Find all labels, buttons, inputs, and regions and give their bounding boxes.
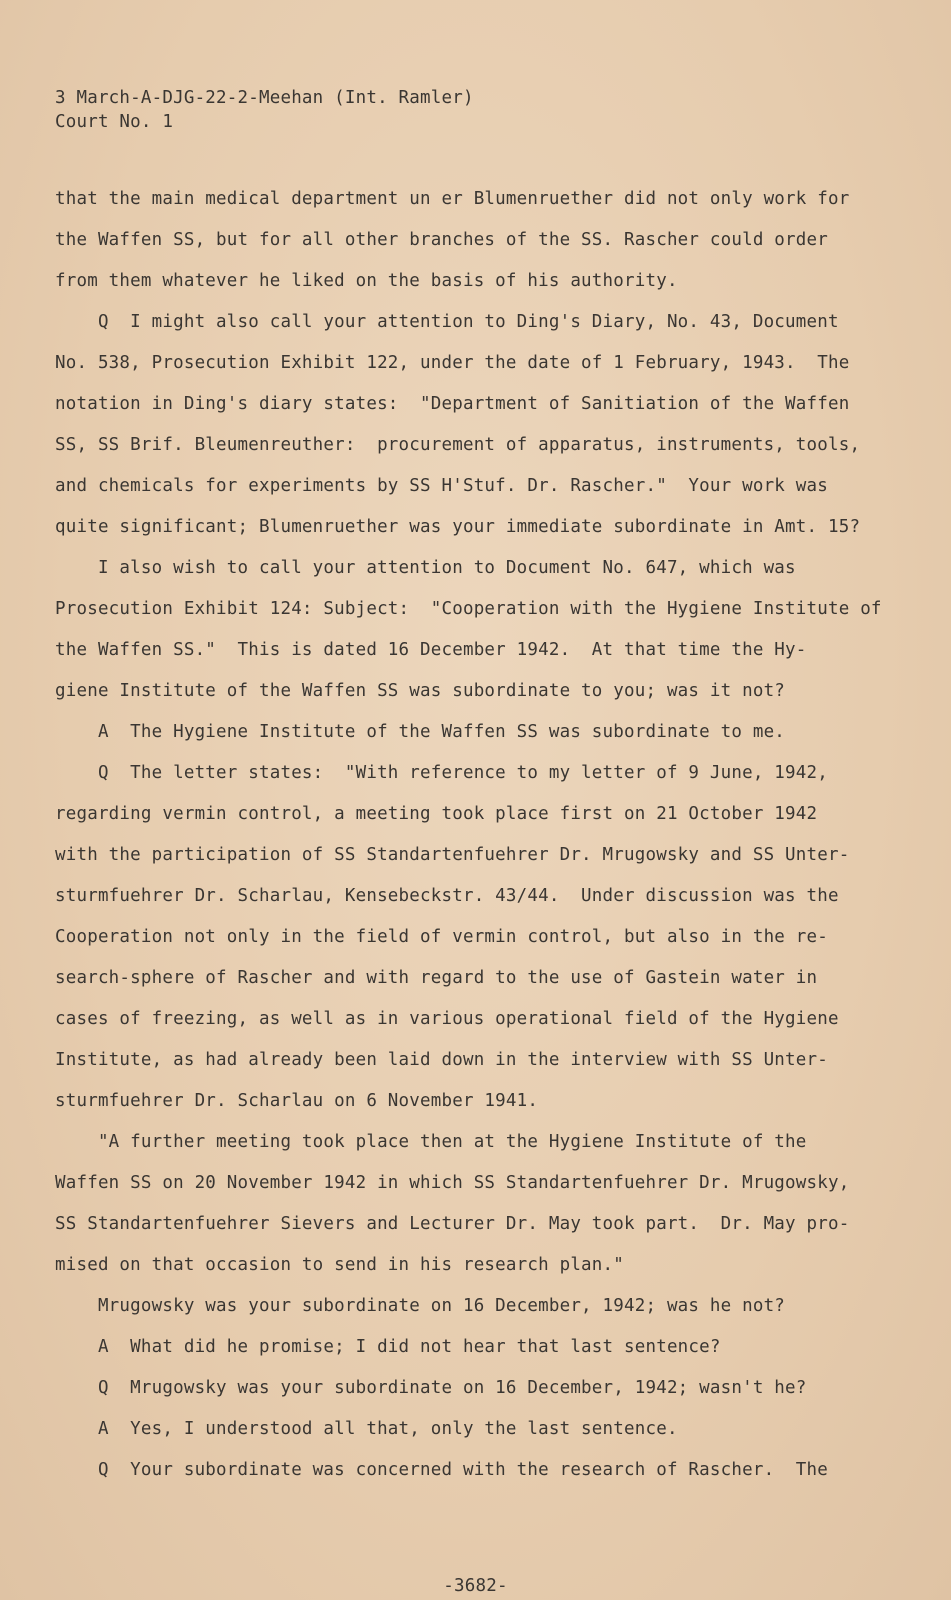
transcript-line: Q The letter states: "With reference to my letter of 9 June, 1942, [55, 763, 828, 783]
transcript-line: the Waffen SS." This is dated 16 December 1942. At that time the Hy- [55, 640, 807, 660]
transcript-line: Mrugowsky was your subordinate on 16 December, 1942; was he not? [55, 1296, 786, 1316]
header [55, 86, 474, 134]
transcript-line: and chemicals for experiments by SS H'Stuf. Dr. Rascher." Your work was [55, 476, 828, 496]
transcript-line: sturmfuehrer Dr. Scharlau on 6 November 1941. [55, 1091, 539, 1111]
transcript-line: No. 538, Prosecution Exhibit 122, under the date of 1 February, 1943. The [55, 353, 850, 373]
transcript-line: "A further meeting took place then at the Hygiene Institute of the [55, 1132, 807, 1152]
transcript-line: Waffen SS on 20 November 1942 in which SS Standartenfuehrer Dr. Mrugowsky, [55, 1173, 850, 1193]
transcript-line: regarding vermin control, a meeting took place first on 21 October 1942 [55, 804, 818, 824]
header-line-2: Court No. 1 [55, 112, 174, 132]
transcript-line: A The Hygiene Institute of the Waffen SS was subordinate to me. [55, 722, 786, 742]
transcript-line: notation in Ding's diary states: "Department of Sanitiation of the Waffen [55, 394, 850, 414]
transcript-line: that the main medical department un er Blumenruether did not only work for [55, 189, 850, 209]
transcript-line: Q Your subordinate was concerned with the research of Rascher. The [55, 1460, 828, 1480]
transcript-line: Q Mrugowsky was your subordinate on 16 December, 1942; wasn't he? [55, 1378, 807, 1398]
transcript-line: Institute, as had already been laid down in the interview with SS Unter- [55, 1050, 828, 1070]
transcript-line: from them whatever he liked on the basis of his authority. [55, 271, 678, 291]
transcript-line: Q I might also call your attention to Ding's Diary, No. 43, Document [55, 312, 839, 332]
transcript-line: I also wish to call your attention to Document No. 647, which was [55, 558, 796, 578]
transcript-line: SS Standartenfuehrer Sievers and Lecturer Dr. May took part. Dr. May pro- [55, 1214, 850, 1234]
transcript-line: Prosecution Exhibit 124: Subject: "Cooperation with the Hygiene Institute of [55, 599, 882, 619]
transcript-line: giene Institute of the Waffen SS was subordinate to you; was it not? [55, 681, 786, 701]
transcript-line: Cooperation not only in the field of vermin control, but also in the re- [55, 927, 828, 947]
transcript-line: mised on that occasion to send in his research plan." [55, 1255, 625, 1275]
header-line-1: 3 March-A-DJG-22-2-Meehan (Int. Ramler) [55, 88, 474, 108]
page-number: -3682- [443, 1576, 508, 1596]
transcript-line: the Waffen SS, but for all other branches of the SS. Rascher could order [55, 230, 828, 250]
transcript-line: quite significant; Blumenruether was your immediate subordinate in Amt. 15? [55, 517, 861, 537]
transcript-line: A Yes, I understood all that, only the last sentence. [55, 1419, 678, 1439]
transcript-line: sturmfuehrer Dr. Scharlau, Kensebeckstr. 43/44. Under discussion was the [55, 886, 839, 906]
transcript-body [55, 184, 915, 1496]
transcript-line: search-sphere of Rascher and with regard to the use of Gastein water in [55, 968, 818, 988]
transcript-line: cases of freezing, as well as in various operational field of the Hygiene [55, 1009, 839, 1029]
transcript-line: SS, SS Brif. Bleumenreuther: procurement of apparatus, instruments, tools, [55, 435, 861, 455]
transcript-line: with the participation of SS Standartenfuehrer Dr. Mrugowsky and SS Unter- [55, 845, 850, 865]
transcript-line: A What did he promise; I did not hear that last sentence? [55, 1337, 721, 1357]
